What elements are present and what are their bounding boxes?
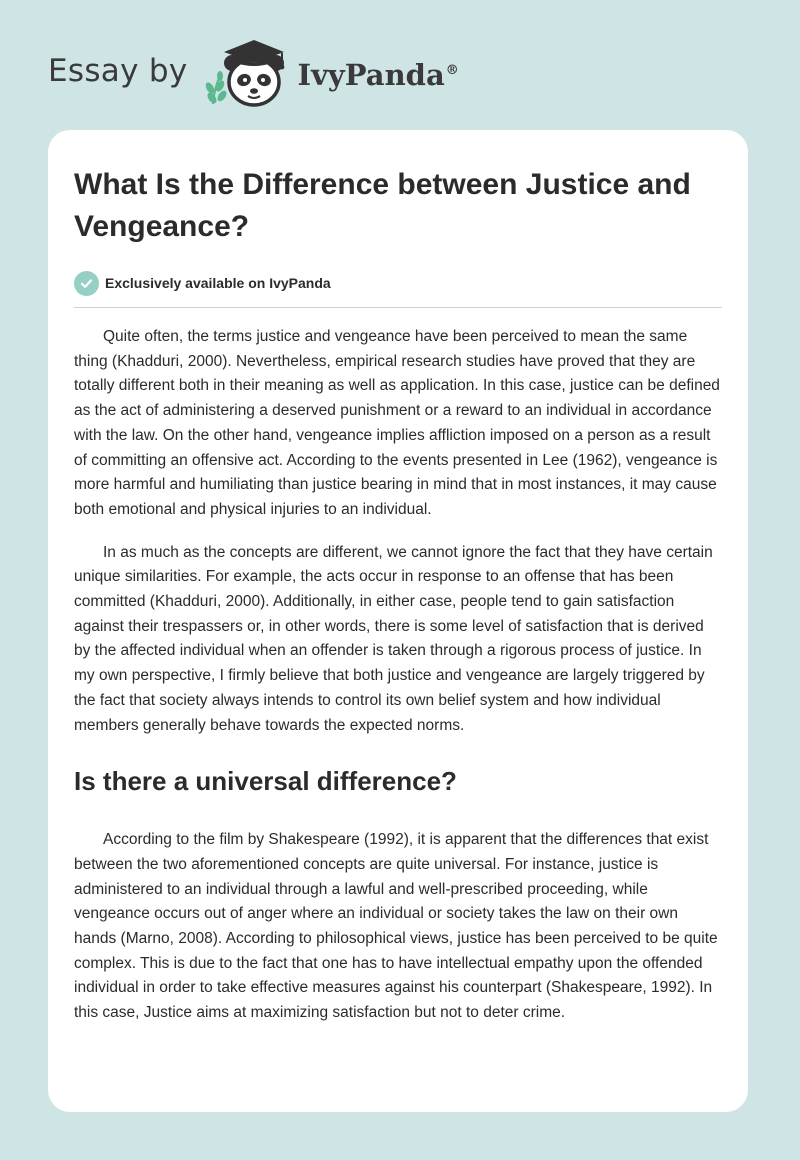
brand-header[interactable] bbox=[48, 30, 459, 110]
section-heading: Is there a universal difference? bbox=[74, 766, 457, 797]
body-paragraph-1: Quite often, the terms justice and vengeance have been perceived to mean the same thing (Khadduri, 2000). Nevertheless, empirical research studies have proved that they are totally different both in their meaning as well as application. In this case, justice can be defined as the act of administering a deserved punishment or a reward to an individual in accordance with the law. On the other hand, vengeance implies affliction imposed on a person as a result of committing an offensive act. According to the events presented in Lee (1962), vengeance is more harmful and humiliating than justice bearing in mind that in most instances, it may cause both emotional and physical injuries to an individual. bbox=[74, 328, 720, 518]
panda-graduate-logo-icon bbox=[202, 30, 294, 110]
section-paragraph-1: According to the film by Shakespeare (1992), it is apparent that the differences that exist between the two aforementioned concepts are quite universal. For instance, justice is administered to an individual through a lawful and well-prescribed proceeding, while vengeance occurs out of anger where an individual or society takes the law on their own hands (Marno, 2008). According to philosophical views, justice has been perceived to be quite complex. This is due to the fact that one has to have intellectual empathy upon the offended individual in order to take effective measures against his counterpart (Shakespeare, 1992). In this case, Justice aims at maximizing satisfaction but not to deter crime. bbox=[74, 831, 718, 1022]
check-circle-icon bbox=[74, 271, 99, 296]
registered-mark: ® bbox=[445, 63, 459, 79]
body-paragraph-2: In as much as the concepts are different, we cannot ignore the fact that they have certain unique similarities. For example, the acts occur in response to an offense that has been committed (Khadduri, 2000). Additionally, in either case, people tend to gain satisfaction against their trespassers or, in other words, there is some level of satisfaction that is derived by the affected individual when an offender is taken through a rigorous process of justice. In my own perspective, I firmly believe that both justice and vengeance are largely triggered by the fact that society always intends to control its own belief system and how individual members generally behave towards the expected norms. bbox=[74, 543, 713, 734]
exclusive-label: Exclusively available on IvyPanda bbox=[105, 275, 331, 291]
essay-title: What Is the Difference between Justice and Vengeance? bbox=[74, 168, 691, 243]
exclusive-badge bbox=[74, 270, 722, 296]
brand-name: IvyPanda® bbox=[297, 58, 459, 92]
leaf-sprig-icon bbox=[203, 71, 227, 105]
title-divider bbox=[74, 307, 722, 308]
brand-prefix: Essay by bbox=[48, 53, 188, 89]
essay-card bbox=[48, 130, 748, 1112]
